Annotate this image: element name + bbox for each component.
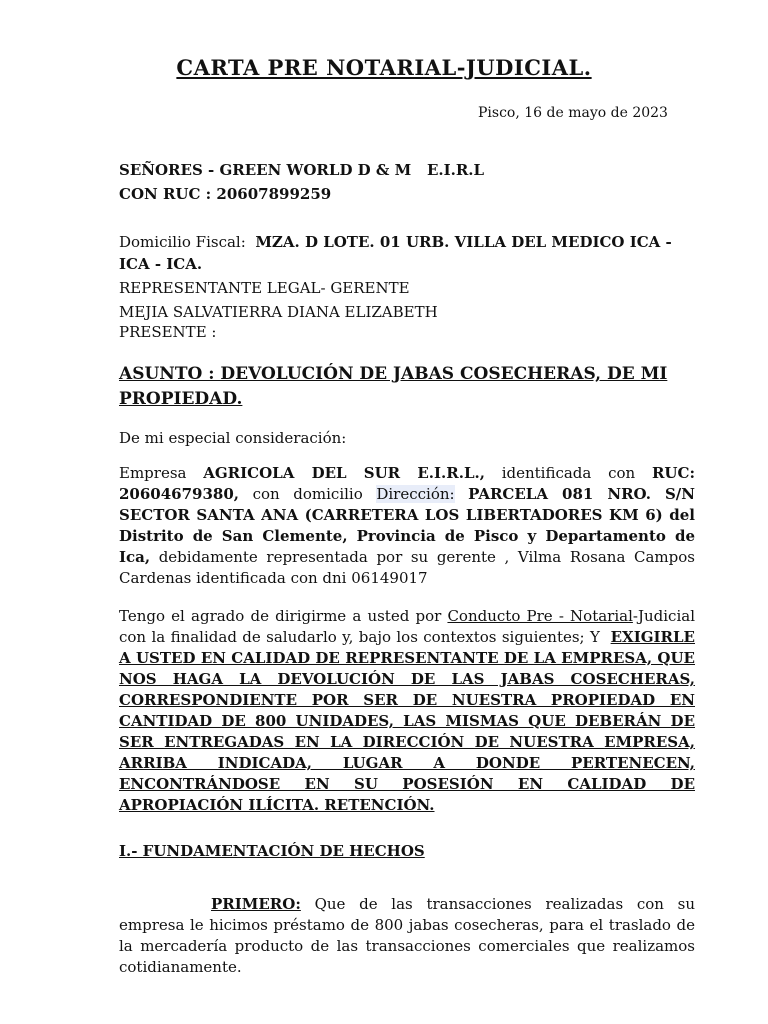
direccion-label: Dirección: [376, 485, 455, 503]
para1-text-3: con domicilio [239, 485, 377, 503]
presente-line: PRESENTE : [119, 323, 217, 341]
domicilio-value: MZA. D LOTE. 01 URB. VILLA DEL MEDICO ICA - ICA - ICA. [119, 233, 672, 273]
paragraph-demand [119, 606, 705, 816]
letter-date: Pisco, 16 de mayo de 2023 [478, 105, 668, 121]
recipient-company: SEÑORES - GREEN WORLD D & M E.I.R.L [119, 161, 485, 179]
para2-text-1: Tengo el agrado de dirigirme a usted por [119, 607, 448, 625]
primero-text: Que de las transacciones realizadas con su empresa le hicimos préstamo de 800 jabas cosecheras, para el traslado de la mercadería producto de las transacciones comerciales que realizamos cotidianamente. [119, 895, 695, 976]
recipient-ruc: CON RUC : 20607899259 [119, 185, 332, 203]
recipient-details [119, 231, 695, 341]
company-address: PARCELA 081 NRO. S/N SECTOR SANTA ANA (CARRETERA LOS LIBERTADORES KM 6) del Distrito de San Clemente, Provincia de Pisco y Departamento de Ica, [119, 485, 695, 566]
para1-text-5: debidamente representada por su gerente , Vilma Rosana Campos Cardenas identificada con dni 06149017 [119, 548, 695, 587]
demand-text: EXIGIRLE A USTED EN CALIDAD DE REPRESENTANTE DE LA EMPRESA, QUE NOS HAGA LA DEVOLUCIÓN DE LAS JABAS COSECHERAS, CORRESPONDIENTE POR SER DE NUESTRA PROPIEDAD EN CANTIDAD DE 800 UNIDADES, LAS MISMAS QUE DEBERÁN DE SER ENTREGADAS EN LA DIRECCIÓN DE NUESTRA EMPRESA, ARRIBA INDICADA, LUGAR A DONDE PERTENECEN, ENCONTRÁNDOSE EN SU POSESIÓN EN CALIDAD DE APROPIACIÓN ILÍCITA. RETENCIÓN. [119, 628, 695, 814]
representante-line: REPRESENTANTE LEGAL- GERENTE [119, 279, 410, 297]
section-heading-hechos: I.- FUNDAMENTACIÓN DE HECHOS [119, 842, 425, 860]
company-name: AGRICOLA DEL SUR E.I.R.L., [203, 464, 485, 482]
primero-label: PRIMERO: [211, 895, 301, 913]
representante-name: MEJIA SALVATIERRA DIANA ELIZABETH [119, 303, 438, 321]
paragraph-primero [119, 894, 695, 978]
recipient-block [119, 158, 695, 206]
domicilio-label: Domicilio Fiscal: [119, 233, 246, 251]
subject-line: ASUNTO : DEVOLUCIÓN DE JABAS COSECHERAS, DE MI PROPIEDAD. [119, 364, 668, 409]
para2-text-2: -Judicial con la finalidad de saludarlo y, bajo los contextos siguientes; Y [119, 607, 705, 646]
para1-text-4 [455, 485, 469, 503]
paragraph-company [119, 463, 695, 589]
domicilio-line [119, 231, 695, 275]
document-title: CARTA PRE NOTARIAL-JUDICIAL. [176, 55, 592, 80]
greeting: De mi especial consideración: [119, 429, 347, 447]
para1-text-1: Empresa [119, 464, 204, 482]
conducto-link: Conducto Pre - Notarial [447, 607, 633, 625]
company-ruc: RUC: 20604679380, [119, 464, 695, 503]
para1-text-2: identificada con [484, 464, 652, 482]
